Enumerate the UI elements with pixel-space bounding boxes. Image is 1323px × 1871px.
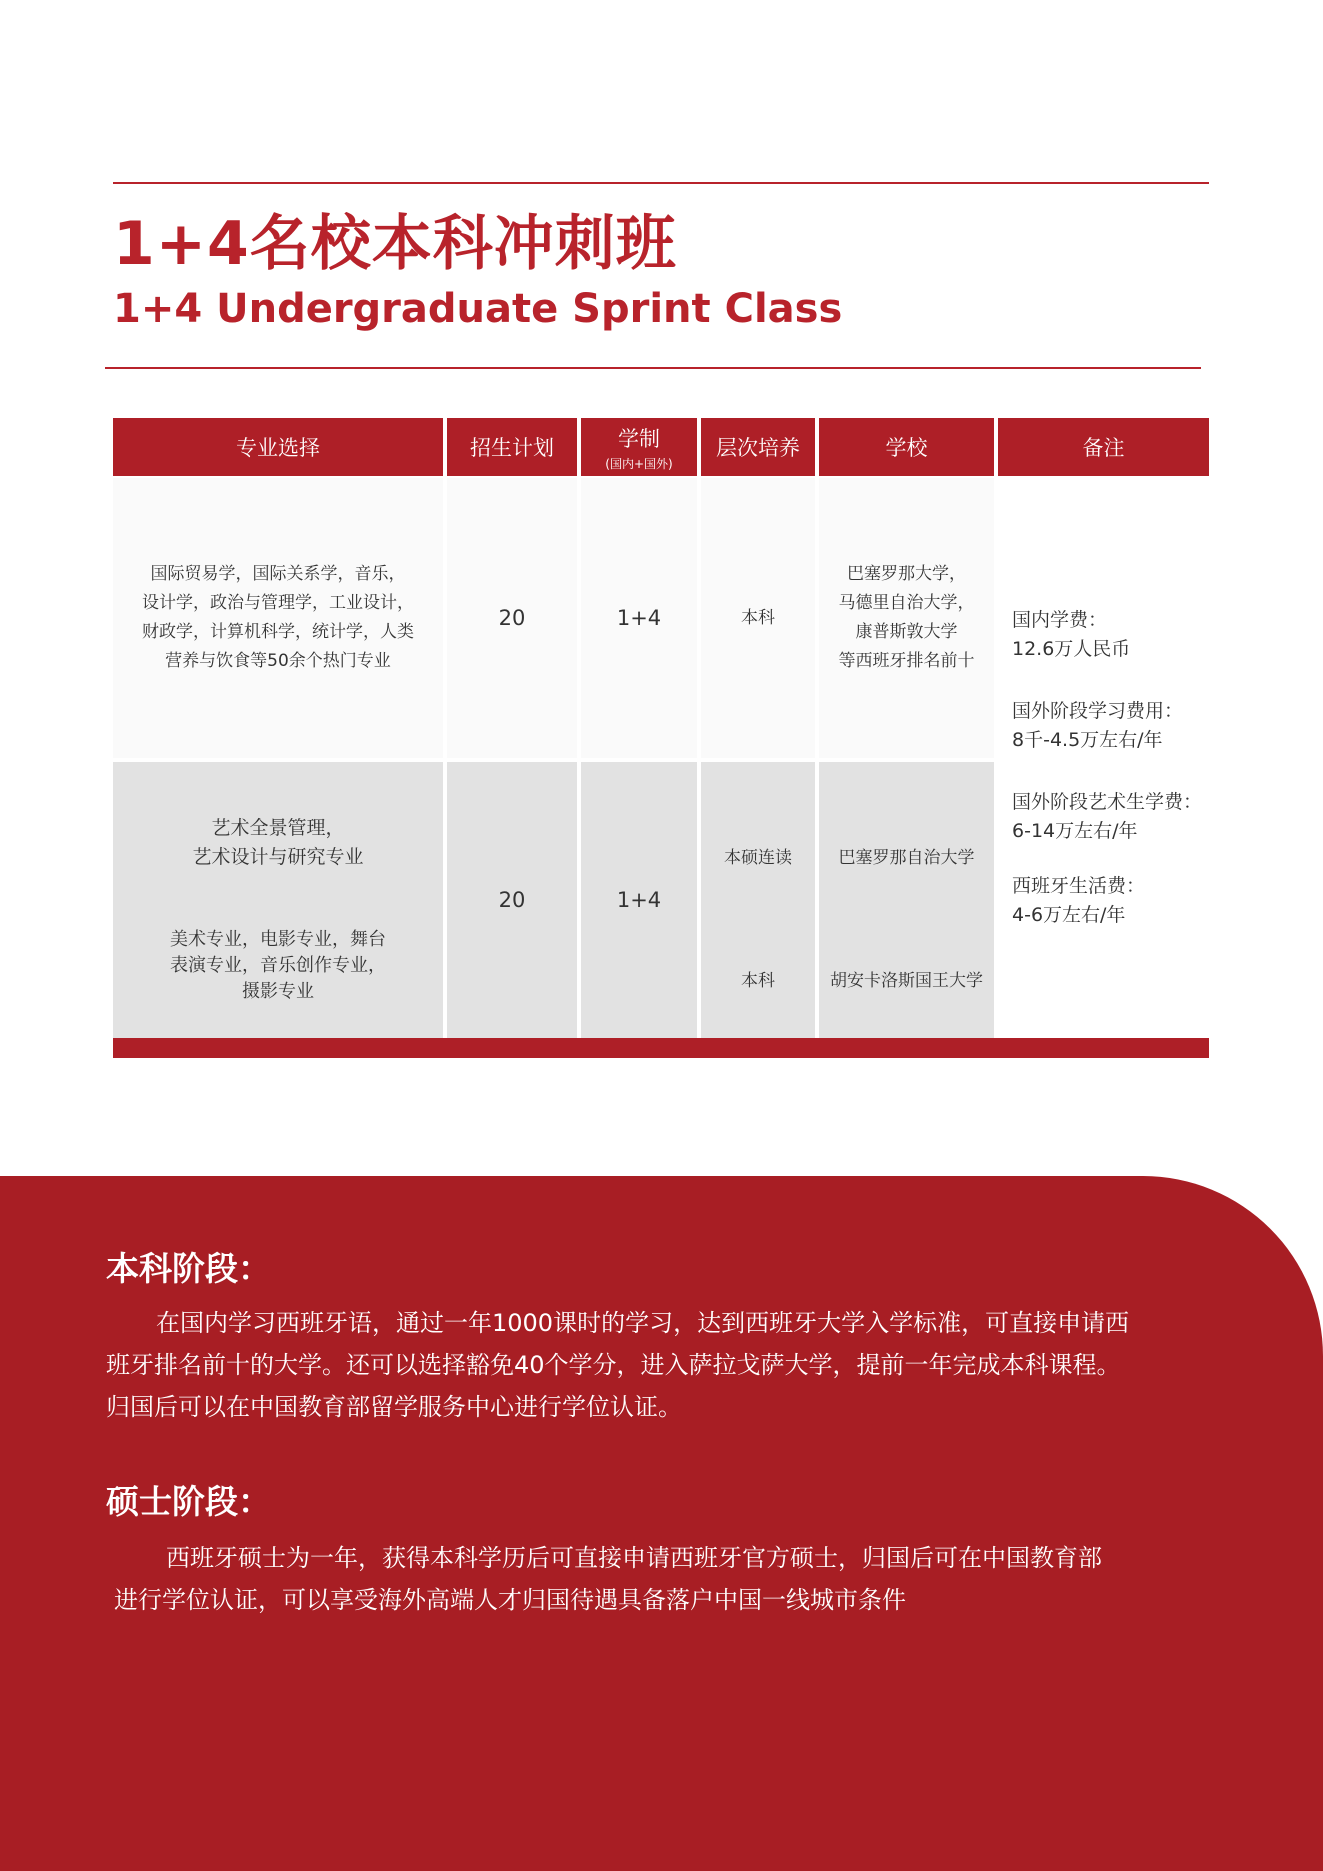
row2-major	[113, 762, 443, 1038]
row2-enroll	[447, 762, 577, 1038]
row1-major-line: 财政学，计算机科学，统计学，人类	[142, 622, 414, 642]
header-enroll	[447, 418, 577, 476]
header-level-label: 层次培养	[716, 436, 800, 460]
row2-major-line: 艺术全景管理，	[211, 817, 345, 839]
undergrad-section-title: 本科阶段：	[106, 1249, 271, 1288]
header-school	[819, 418, 994, 476]
fee-note	[1012, 606, 1209, 664]
row2-school-a: 巴塞罗那自治大学	[838, 848, 975, 868]
header-system	[581, 418, 697, 476]
row1-major-line: 国际贸易学，国际关系学，音乐，	[150, 564, 406, 584]
header-major	[113, 418, 443, 476]
fee-note-value: 6-14万左右/年	[1012, 820, 1138, 842]
row1-major-line: 设计学，政治与管理学，工业设计，	[142, 593, 414, 613]
title-divider	[105, 367, 1201, 369]
row1-system-value: 1+4	[616, 606, 662, 630]
paragraph-line: 进行学位认证，可以享受海外高端人才归国待遇具备落户中国一线城市条件	[114, 1586, 906, 1614]
paragraph-line: 西班牙硕士为一年，获得本科学历后可直接申请西班牙官方硕士，归国后可在中国教育部	[166, 1544, 1102, 1572]
fee-note-label: 国外阶段学习费用：	[1012, 700, 1184, 722]
row1-level	[701, 478, 815, 758]
table-bottom-bar	[113, 1038, 1209, 1058]
fee-note-label: 国内学费：	[1012, 609, 1108, 631]
row1-major-line: 营养与饮食等50余个热门专业	[165, 651, 391, 671]
fee-note-value: 8千-4.5万左右/年	[1012, 729, 1163, 751]
page-subtitle: 1+4 Undergraduate Sprint Class	[113, 286, 843, 332]
row2-major-group-b	[170, 927, 386, 1005]
row2-level-a: 本硕连读	[724, 848, 792, 868]
header-system-label: 学制	[618, 426, 660, 451]
row1-enroll	[447, 478, 577, 758]
row1-system	[581, 478, 697, 758]
row2-enroll-value: 20	[498, 888, 526, 912]
row2-system	[581, 762, 697, 1038]
header-school-label: 学校	[885, 436, 928, 460]
row2-level-b: 本科	[741, 971, 775, 991]
fee-note-label: 国外阶段艺术生学费：	[1012, 791, 1203, 813]
fee-note-value: 12.6万人民币	[1012, 638, 1131, 660]
fee-note-value: 4-6万左右/年	[1012, 904, 1126, 926]
row2-major-line: 摄影专业	[242, 981, 314, 1002]
program-table	[113, 418, 1209, 1056]
master-paragraph	[114, 1537, 1102, 1621]
row1-school-line: 等西班牙排名前十	[838, 651, 975, 671]
row2-level	[701, 762, 815, 1038]
row2-major-group-a	[192, 814, 363, 872]
header-enroll-label: 招生计划	[470, 436, 554, 460]
fee-note	[1012, 872, 1209, 930]
row2-major-line: 艺术设计与研究专业	[192, 846, 364, 868]
fee-note-label: 西班牙生活费：	[1012, 875, 1146, 897]
header-major-label: 专业选择	[236, 436, 320, 460]
paragraph-line: 在国内学习西班牙语，通过一年1000课时的学习，达到西班牙大学入学标准，可直接申请西	[156, 1309, 1130, 1337]
row1-major	[113, 478, 443, 758]
header-note-label: 备注	[1082, 436, 1125, 460]
row2-major-line: 表演专业，音乐创作专业，	[170, 955, 386, 976]
row1-level-value: 本科	[741, 607, 775, 628]
header-note	[998, 418, 1209, 476]
page-title: 1+4名校本科冲刺班	[113, 209, 677, 279]
row2-school-b: 胡安卡洛斯国王大学	[830, 971, 983, 991]
row1-school-line: 巴塞罗那大学，	[847, 564, 966, 584]
paragraph-line: 归国后可以在中国教育部留学服务中心进行学位认证。	[106, 1393, 682, 1421]
fee-notes	[998, 478, 1209, 1038]
paragraph-line: 班牙排名前十的大学。还可以选择豁免40个学分，进入萨拉戈萨大学，提前一年完成本科课程。	[106, 1351, 1121, 1379]
fee-note	[1012, 788, 1209, 846]
fee-note	[1012, 697, 1209, 755]
row1-school	[819, 478, 994, 758]
top-divider	[113, 182, 1209, 184]
row1-school-line: 马德里自治大学，	[838, 593, 975, 613]
row1-school-line: 康普斯敦大学	[855, 622, 958, 642]
row2-system-value: 1+4	[616, 888, 662, 912]
row2-major-line: 美术专业，电影专业，舞台	[170, 929, 386, 950]
undergrad-paragraph	[106, 1302, 1129, 1428]
row1-enroll-value: 20	[498, 606, 526, 630]
master-section-title: 硕士阶段：	[106, 1482, 271, 1521]
row2-school	[819, 762, 994, 1038]
header-system-sublabel: (国内+国外)	[605, 456, 673, 471]
header-level	[701, 418, 815, 476]
